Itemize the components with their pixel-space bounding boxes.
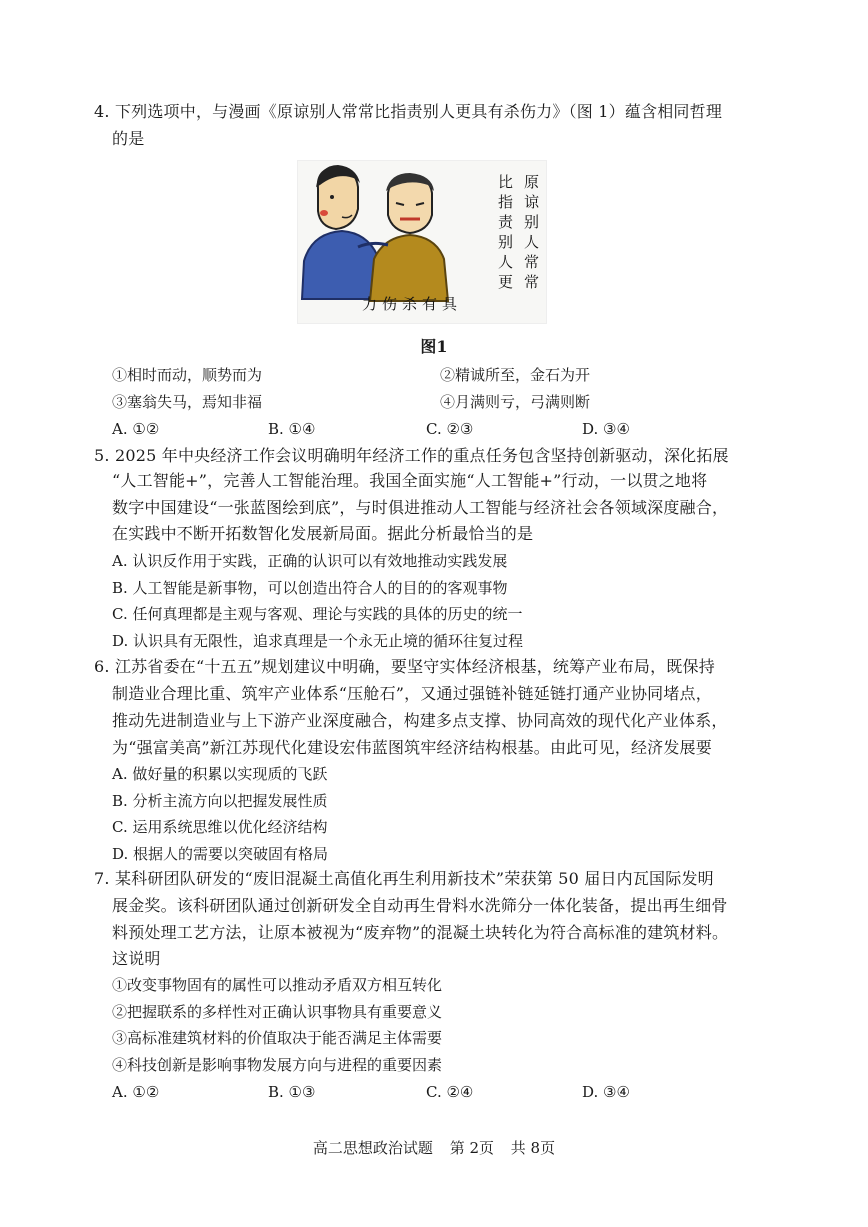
q7-stem-line-4: 这说明: [112, 949, 161, 968]
q7-choice-c: C. ②④: [426, 1083, 474, 1101]
footer-page-number: 第 2页: [449, 1139, 494, 1157]
q5-option-d: D. 认识具有无限性，追求真理是一个永无止境的循环往复过程: [112, 632, 524, 650]
svg-text:人: 人: [524, 233, 540, 251]
q7-choice-a: A. ①②: [112, 1083, 160, 1101]
svg-text:比: 比: [498, 173, 514, 191]
svg-text:常: 常: [524, 273, 540, 291]
q4-choice-a: A. ①②: [112, 420, 160, 438]
q7-stem-line-3: 料预处理工艺方法，让原本被视为“废弃物”的混凝土块转化为符合高标准的建筑材料。: [112, 923, 729, 942]
svg-text:具: 具: [442, 295, 458, 313]
q7-item-2: ②把握联系的多样性对正确认识事物具有重要意义: [112, 1003, 443, 1021]
svg-text:责: 责: [498, 213, 514, 231]
footer-total-pages: 共 8页: [510, 1139, 556, 1157]
q6-option-d: D. 根据人的需要以突破固有格局: [112, 845, 329, 863]
svg-text:指: 指: [498, 193, 514, 211]
q4-stem-line-2: 的是: [112, 129, 145, 148]
q4-choice-d: D. ③④: [582, 420, 630, 438]
svg-text:常: 常: [524, 253, 540, 271]
q4-choice-b: B. ①④: [268, 420, 316, 438]
q7-stem-line-1: 7. 某科研团队研发的“废旧混凝土高值化再生利用新技术”荣获第 50 届日内瓦国际发明: [94, 869, 714, 888]
figure-caption: 图1: [420, 337, 448, 356]
q5-stem-line-3: 数字中国建设“一张蓝图绘到底”，与时俱进推动人工智能与经济社会各领域深度融合，: [112, 498, 729, 517]
svg-text:人: 人: [498, 253, 514, 271]
q6-option-c: C. 运用系统思维以优化经济结构: [112, 818, 328, 836]
q6-stem-line-3: 推动先进制造业与上下游产业深度融合，构建多点支撑、协同高效的现代化产业体系，: [112, 711, 728, 730]
svg-text:别: 别: [498, 233, 514, 251]
svg-text:别: 别: [524, 213, 540, 231]
q7-choice-d: D. ③④: [582, 1083, 630, 1101]
q7-item-3: ③高标准建筑材料的价值取决于能否满足主体需要: [112, 1029, 443, 1047]
svg-text:伤: 伤: [382, 295, 398, 313]
q6-stem-line-1: 6. 江苏省委在“十五五”规划建议中明确，要坚守实体经济根基，统筹产业布局，既保持: [94, 657, 715, 676]
svg-text:原: 原: [524, 173, 540, 191]
q7-choice-b: B. ①③: [268, 1083, 316, 1101]
q6-stem-line-2: 制造业合理比重、筑牢产业体系“压舱石”，又通过强链补链延链打通产业协同堵点，: [112, 684, 712, 703]
q5-stem-line-1: 5. 2025 年中央经济工作会议明确明年经济工作的重点任务包含坚持创新驱动，深化拓展: [94, 446, 729, 465]
q4-item-1: ①相时而动，顺势而为: [112, 366, 263, 384]
q5-option-c: C. 任何真理都是主观与客观、理论与实践的具体的历史的统一: [112, 605, 523, 623]
svg-text:有: 有: [422, 295, 438, 313]
svg-text:杀: 杀: [402, 295, 418, 313]
footer-subject: 高二思想政治试题: [312, 1139, 433, 1157]
cartoon-illustration: [298, 161, 546, 323]
q5-stem-line-4: 在实践中不断开拓数智化发展新局面。据此分析最恰当的是: [112, 524, 534, 543]
q6-stem-line-4: 为“强富美高”新江苏现代化建设宏伟蓝图筑牢经济结构根基。由此可见，经济发展要: [112, 738, 712, 757]
q7-item-4: ④科技创新是影响事物发展方向与进程的重要因素: [112, 1056, 443, 1074]
cartoon-figure: [297, 160, 547, 324]
q6-option-a: A. 做好量的积累以实现质的飞跃: [112, 765, 328, 783]
svg-text:力: 力: [362, 295, 378, 313]
q4-item-4: ④月满则亏，弓满则断: [440, 393, 591, 411]
q4-stem-line-1: 4. 下列选项中，与漫画《原谅别人常常比指责别人更具有杀伤力》（图 1）蕴含相同哲理: [94, 102, 723, 121]
q4-item-2: ②精诚所至，金石为开: [440, 366, 591, 384]
q7-stem-line-2: 展金奖。该科研团队通过创新研发全自动再生骨料水洗筛分一体化装备，提出再生细骨: [112, 896, 728, 915]
q5-option-b: B. 人工智能是新事物，可以创造出符合人的目的的客观事物: [112, 579, 508, 597]
svg-text:谅: 谅: [524, 193, 540, 211]
q5-stem-line-2: “人工智能+”，完善人工智能治理。我国全面实施“人工智能+”行动，一以贯之地将: [112, 471, 708, 490]
q7-item-1: ①改变事物固有的属性可以推动矛盾双方相互转化: [112, 976, 443, 994]
q6-option-b: B. 分析主流方向以把握发展性质: [112, 792, 328, 810]
page-footer: [0, 1137, 868, 1158]
q4-item-3: ③塞翁失马，焉知非福: [112, 393, 263, 411]
svg-text:更: 更: [498, 273, 514, 291]
q4-choice-c: C. ②③: [426, 420, 474, 438]
q5-option-a: A. 认识反作用于实践，正确的认识可以有效地推动实践发展: [112, 552, 508, 570]
